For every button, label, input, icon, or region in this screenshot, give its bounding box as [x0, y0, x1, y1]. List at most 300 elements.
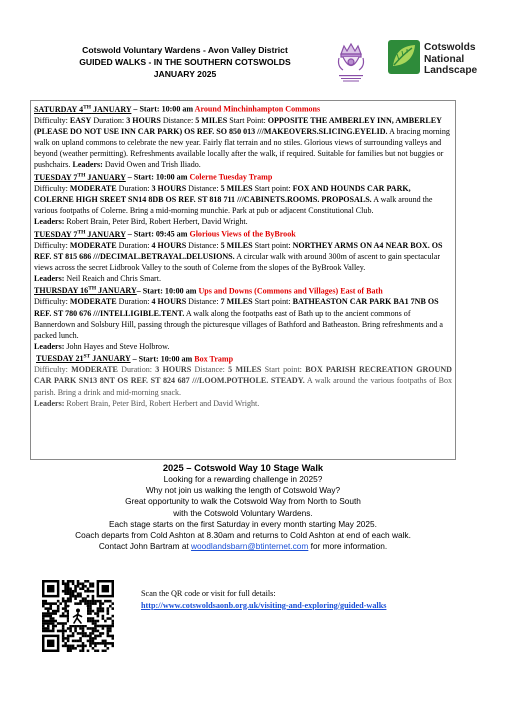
qr-module [97, 612, 100, 615]
qr-module [94, 642, 97, 645]
qr-module [87, 635, 90, 638]
qr-module [109, 635, 112, 638]
qr-module [64, 610, 67, 613]
qr-module [97, 600, 100, 603]
qr-module [82, 650, 85, 652]
qr-module [49, 607, 52, 610]
qr-module [69, 595, 72, 598]
header-line-month: JANUARY 2025 [153, 69, 217, 79]
qr-module [112, 625, 114, 628]
qr-module [84, 600, 87, 603]
qr-module [67, 585, 70, 588]
cotswold-way-line: Great opportunity to walk the Cotswold Way from North to South [125, 496, 361, 507]
qr-module [47, 610, 50, 613]
qr-module [89, 620, 92, 623]
qr-module [79, 595, 82, 598]
qr-module [74, 630, 77, 633]
qr-module [72, 592, 75, 595]
qr-module [74, 590, 77, 593]
qr-code[interactable] [42, 580, 114, 652]
qr-module [102, 627, 105, 630]
qr-module [62, 640, 65, 643]
walk-leaders: Robert Brain, Peter Bird, Robert Herbert, David Wright. [64, 216, 248, 226]
qr-module [54, 625, 57, 628]
walk-description: A bracing morning walk on upland commons to celebrate the new year. Fairly flat terrain and no stiles. Glorious views of surrounding valleys and beyond (weather permitting). Refreshments available locally after the walk, if required. Suitable for families but not buggies or pushchairs. [34, 126, 450, 169]
cotswold-way-line: Looking for a rewarding challenge in 2025? [163, 474, 323, 484]
qr-module [97, 650, 100, 652]
qr-module [112, 615, 114, 618]
qr-module [82, 632, 85, 635]
qr-module [92, 620, 95, 623]
walk-leaders: John Hayes and Steve Holbrow. [64, 341, 170, 351]
qr-module [64, 630, 67, 633]
qr-module [62, 580, 65, 583]
qr-module [44, 602, 47, 605]
qr-module [87, 627, 90, 630]
qr-module [102, 607, 105, 610]
walk-leaders: David Owen and Trish Iliado. [102, 159, 201, 169]
qr-module [77, 640, 80, 643]
qr-module [62, 645, 65, 648]
qr-module [74, 587, 77, 590]
qr-module [112, 602, 114, 605]
qr-module [79, 637, 82, 640]
qr-module [89, 627, 92, 630]
qr-module [44, 630, 47, 633]
cotswold-way-section [30, 461, 456, 552]
qr-module [94, 627, 97, 630]
qr-module [94, 650, 97, 652]
queens-award-crest-icon [333, 40, 369, 84]
cotswold-way-line: Coach departs from Cold Ashton at 8.30am and returns to Cold Ashton at end of each walk. [75, 530, 411, 541]
qr-module [47, 615, 50, 618]
qr-module [79, 645, 82, 648]
walk-description: A circular walk with around 300m of ascent to gain spectacular views across the secret Lidbrook Valley to the south of Colerne from the slopes of the ByBrook Valley. [34, 251, 440, 272]
qr-module [84, 597, 87, 600]
qr-module [54, 610, 57, 613]
walk-start-point: BATHEASTON CAR PARK BA1 7NB OS REF. ST 780 676 ///INTELLIGIBLE.TENT. [34, 297, 439, 318]
walk-start-point: FOX AND HOUNDS CAR PARK, COLERNE HIGH SREET SN14 8DB OS REF. ST 818 711 ///CABINETS.ROOMS. PROPOSALS. [34, 183, 411, 204]
document-header [40, 44, 330, 80]
qr-module [69, 590, 72, 593]
qr-module [49, 615, 52, 618]
qr-module [54, 612, 57, 615]
qr-module [59, 622, 62, 625]
qr-module [109, 642, 112, 645]
qr-module [77, 580, 80, 583]
qr-module [92, 595, 95, 598]
qr-module [79, 625, 82, 628]
qr-module [42, 630, 45, 633]
qr-module [62, 590, 65, 593]
qr-module [102, 602, 105, 605]
qr-module [62, 607, 65, 610]
qr-module [79, 592, 82, 595]
qr-module [64, 605, 67, 608]
qr-module [67, 635, 70, 638]
qr-module [82, 582, 85, 585]
qr-module [42, 625, 45, 628]
qr-module [64, 587, 67, 590]
qr-module [62, 597, 65, 600]
qr-module [49, 630, 52, 633]
qr-module [59, 615, 62, 618]
qr-module [67, 587, 70, 590]
qr-module [87, 650, 90, 652]
qr-module [72, 640, 75, 643]
walker-icon [69, 607, 87, 625]
qr-module [69, 635, 72, 638]
qr-module [69, 587, 72, 590]
qr-module [44, 627, 47, 630]
qr-module [87, 620, 90, 623]
qr-module [52, 602, 55, 605]
walk-title: Glorious Views of the ByBrook [189, 229, 296, 239]
qr-module [87, 602, 90, 605]
qr-module [112, 642, 114, 645]
qr-module [84, 645, 87, 648]
qr-module [89, 632, 92, 635]
qr-module [102, 610, 105, 613]
qr-module [89, 637, 92, 640]
qr-module [107, 635, 110, 638]
qr-module [112, 622, 114, 625]
qr-module [104, 640, 107, 643]
qr-module [77, 595, 80, 598]
qr-module [87, 640, 90, 643]
qr-module [89, 582, 92, 585]
qr-module [102, 650, 105, 652]
qr-module [99, 632, 102, 635]
qr-module [79, 587, 82, 590]
qr-finder [102, 585, 109, 592]
header-line-guided-walks: GUIDED WALKS - IN THE SOUTHERN COTSWOLDS [79, 57, 291, 67]
qr-module [107, 625, 110, 628]
qr-module [79, 600, 82, 603]
qr-module [42, 627, 45, 630]
qr-module [72, 582, 75, 585]
qr-module [62, 622, 65, 625]
qr-module [107, 600, 110, 603]
qr-module [52, 627, 55, 630]
qr-module [109, 630, 112, 633]
qr-module [102, 625, 105, 628]
qr-module [69, 580, 72, 583]
qr-module [72, 632, 75, 635]
qr-module [112, 635, 114, 638]
qr-module [97, 635, 100, 638]
qr-module [72, 645, 75, 648]
qr-module [92, 627, 95, 630]
qr-module [107, 632, 110, 635]
qr-module [104, 645, 107, 648]
contact-email-link[interactable]: woodlandsbarn@btinternet.com [191, 541, 309, 552]
qr-module [97, 625, 100, 628]
qr-module [67, 645, 70, 648]
qr-module [107, 607, 110, 610]
qr-module [42, 602, 45, 605]
qr-finder [47, 640, 54, 647]
qr-finder [47, 585, 54, 592]
qr-module [104, 642, 107, 645]
qr-module [79, 602, 82, 605]
qr-module [87, 600, 90, 603]
qr-module [49, 602, 52, 605]
qr-module [107, 610, 110, 613]
qr-module [89, 612, 92, 615]
qr-module [102, 632, 105, 635]
qr-module [84, 635, 87, 638]
qr-module [64, 600, 67, 603]
qr-module [89, 645, 92, 648]
qr-module [44, 620, 47, 623]
qr-module [54, 620, 57, 623]
qr-module [52, 625, 55, 628]
walk-description: A walk around the various footpaths of Box parish. Bring a drink and mid-morning snack. [34, 376, 452, 397]
qr-module [84, 632, 87, 635]
qr-module [87, 595, 90, 598]
walk-title: Around Minchinhampton Commons [194, 104, 321, 114]
qr-module [62, 625, 65, 628]
qr-module [82, 587, 85, 590]
qr-module [74, 647, 77, 650]
qr-module [112, 620, 114, 623]
qr-module [82, 585, 85, 588]
qr-module [92, 630, 95, 633]
qr-module [104, 625, 107, 628]
qr-module [89, 600, 92, 603]
qr-module [82, 642, 85, 645]
qr-module [82, 625, 85, 628]
cnl-logo-text: Cotswolds National Landscape [424, 42, 478, 76]
qr-module [42, 605, 45, 608]
qr-module [82, 597, 85, 600]
cotswolds-national-landscape-logo [388, 40, 488, 80]
qr-module [94, 620, 97, 623]
qr-module [57, 605, 60, 608]
qr-module [47, 622, 50, 625]
qr-module [57, 622, 60, 625]
qr-module [107, 617, 110, 620]
qr-module [72, 595, 75, 598]
qr-module [74, 625, 77, 628]
qr-module [42, 617, 45, 620]
qr-module [107, 647, 110, 650]
qr-module [89, 640, 92, 643]
qr-module [99, 642, 102, 645]
qr-module [67, 637, 70, 640]
qr-module [92, 597, 95, 600]
qr-module [69, 597, 72, 600]
qr-module [77, 585, 80, 588]
walk-start-point: OPPOSITE THE AMBERLEY INN, AMBERLEY (PLEASE DO NOT USE INN CAR PARK) OS REF. SO 850 013 ///MAKEOVERS.SLICING.EYELID. [34, 115, 442, 136]
qr-module [67, 640, 70, 643]
qr-module [102, 640, 105, 643]
qr-module [82, 645, 85, 648]
qr-module [102, 615, 105, 618]
qr-module [57, 630, 60, 633]
walk-leaders: Neil Reaich and Chris Smart. [64, 273, 161, 283]
qr-module [92, 582, 95, 585]
qr-module [44, 622, 47, 625]
qr-module [62, 627, 65, 630]
qr-module [47, 607, 50, 610]
qr-module [47, 625, 50, 628]
qr-module [59, 630, 62, 633]
qr-module [109, 600, 112, 603]
qr-module [47, 612, 50, 615]
qr-module [104, 620, 107, 623]
qr-module [69, 627, 72, 630]
qr-module [52, 617, 55, 620]
qr-module [79, 627, 82, 630]
qr-module [97, 610, 100, 613]
qr-module [72, 635, 75, 638]
qr-module [102, 617, 105, 620]
qr-module [54, 602, 57, 605]
qr-instruction: Scan the QR code or visit for full details: [141, 589, 276, 598]
qr-module [94, 602, 97, 605]
qr-module [87, 617, 90, 620]
qr-module [42, 620, 45, 623]
qr-module [77, 602, 80, 605]
qr-module [109, 627, 112, 630]
qr-module [94, 625, 97, 628]
walk-leaders: Robert Brain, Peter Bird, Robert Herbert and David Wright. [64, 398, 260, 408]
walk-description: A walk around the various footpaths of Colerne. Bring a mid-morning munchie. Park at pub or adjacent Constitutional Club. [34, 194, 433, 215]
qr-module [94, 630, 97, 633]
guided-walks-link[interactable]: http://www.cotswoldsaonb.org.uk/visiting-and-exploring/guided-walks [141, 600, 387, 610]
cotswold-way-line: Each stage starts on the first Saturday in every month starting May 2025. [109, 518, 377, 529]
walk-title: Box Tramp [194, 354, 234, 364]
qr-module [72, 580, 75, 583]
qr-module [42, 615, 45, 618]
qr-module [62, 632, 65, 635]
qr-module [62, 615, 65, 618]
qr-module [82, 635, 85, 638]
qr-module [57, 610, 60, 613]
qr-module [97, 607, 100, 610]
qr-module [47, 630, 50, 633]
qr-module [84, 580, 87, 583]
qr-module [77, 632, 80, 635]
qr-module [47, 620, 50, 623]
qr-module [99, 602, 102, 605]
qr-module [92, 600, 95, 603]
qr-module [67, 590, 70, 593]
qr-module [64, 582, 67, 585]
qr-module [52, 630, 55, 633]
qr-module [79, 640, 82, 643]
qr-module [77, 625, 80, 628]
qr-module [94, 600, 97, 603]
qr-module [62, 600, 65, 603]
qr-module [49, 605, 52, 608]
walk-item: SATURDAY 4TH JANUARY – Start: 10:00 am Around Minchinhampton Commons Difficulty: EASY Duration: 3 HOURS Distance: 5 MILES Start Point: OPPOSITE THE AMBERLEY INN, AMBERLEY (PLEASE DO NOT USE INN CAR PARK) OS REF. SO 850 013 ///MAKEOVERS.SLICING.EYELID. A bracing morning walk on upland commons to celebrate the new year. Fairly flat terrain and no stiles. Glorious views of surrounding valleys and beyond (weather permitting). Refreshments available locally after the walk, if required. Suitable for families but not buggies or pushchairs. Leaders: David Owen and Trish Iliado. [34, 104, 450, 169]
qr-module [52, 620, 55, 623]
qr-module [89, 635, 92, 638]
qr-module [104, 600, 107, 603]
qr-module [87, 590, 90, 593]
walk-item: TUESDAY 21ST JANUARY – Start: 10:00 am Box Tramp Difficulty: MODERATE Duration: 3 HOURS Distance: 5 MILES Start point: BOX PARISH RECREATION GROUND CAR PARK SN13 8NT OS REF. ST 824 687 ///LOOM.POTHOLE. STEADY. A walk around the various footpaths of Box parish. Bring a drink and mid-morning snack. Leaders: Robert Brain, Peter Bird, Robert Herbert and David Wright. [34, 353, 452, 408]
walk-title: Ups and Downs (Commons and Villages) East of Bath [198, 286, 383, 296]
qr-module [62, 630, 65, 633]
walk-start-point: BOX PARISH RECREATION GROUND CAR PARK SN13 8NT OS REF. ST 824 687 ///LOOM.POTHOLE. STEADY. [34, 365, 452, 386]
qr-module [72, 590, 75, 593]
walk-description: A walk along the footpaths east of Bath up to the ancient commons of Bannerdown and Solsbury Hill, passing through the picturesque villages of Bathford and Batheaston. Bring refreshments and a packed lunch. [34, 308, 443, 340]
qr-module [44, 615, 47, 618]
qr-module [79, 632, 82, 635]
walk-start-point: NORTHEY ARMS ON A4 NEAR BOX. OS REF. ST 815 686 ///DECIMAL.BETRAYAL.DELUSIONS. [34, 240, 443, 261]
qr-module [44, 612, 47, 615]
qr-module [72, 625, 75, 628]
qr-module [92, 637, 95, 640]
qr-module [67, 650, 70, 652]
qr-module [69, 600, 72, 603]
qr-module [92, 647, 95, 650]
qr-module [47, 627, 50, 630]
qr-module [92, 632, 95, 635]
qr-module [112, 637, 114, 640]
qr-module [69, 625, 72, 628]
qr-module [84, 625, 87, 628]
qr-module [64, 642, 67, 645]
walk-item: THURSDAY 16TH JANUARY– Start: 10:00 am Ups and Downs (Commons and Villages) East of Bath Difficulty: MODERATE Duration: 4 HOURS Distance: 7 MILES Start point: BATHEASTON CAR PARK BA1 7NB OS REF. ST 780 676 ///INTELLIGIBLE.TENT. A walk along the footpaths east of Bath up to the ancient commons of Bannerdown and Solsbury Hill, passing through the picturesque villages of Bathford and Batheaston. Bring refreshments and a packed lunch. Leaders: John Hayes and Steve Holbrow. [34, 285, 443, 351]
qr-module [92, 602, 95, 605]
qr-module [64, 615, 67, 618]
qr-module [104, 650, 107, 652]
walks-list [30, 100, 456, 460]
qr-module [107, 627, 110, 630]
qr-module [99, 625, 102, 628]
qr-module [74, 640, 77, 643]
qr-module [89, 602, 92, 605]
qr-caption [141, 588, 386, 611]
qr-module [92, 622, 95, 625]
qr-module [52, 612, 55, 615]
qr-module [87, 605, 90, 608]
qr-module [102, 642, 105, 645]
qr-module [64, 622, 67, 625]
qr-module [89, 642, 92, 645]
qr-module [92, 640, 95, 643]
qr-module [99, 607, 102, 610]
qr-module [62, 582, 65, 585]
qr-module [92, 642, 95, 645]
qr-module [84, 585, 87, 588]
qr-module [42, 600, 45, 603]
qr-module [49, 620, 52, 623]
qr-module [64, 607, 67, 610]
qr-module [69, 645, 72, 648]
qr-module [112, 607, 114, 610]
qr-module [69, 592, 72, 595]
qr-module [87, 607, 90, 610]
qr-module [94, 612, 97, 615]
qr-module [109, 617, 112, 620]
qr-module [82, 647, 85, 650]
qr-module [64, 637, 67, 640]
qr-module [57, 607, 60, 610]
qr-module [84, 590, 87, 593]
cotswold-way-title: 2025 – Cotswold Way 10 Stage Walk [162, 462, 324, 473]
qr-module [62, 637, 65, 640]
qr-module [92, 585, 95, 588]
qr-module [79, 582, 82, 585]
qr-module [77, 592, 80, 595]
qr-module [82, 630, 85, 633]
qr-module [64, 602, 67, 605]
